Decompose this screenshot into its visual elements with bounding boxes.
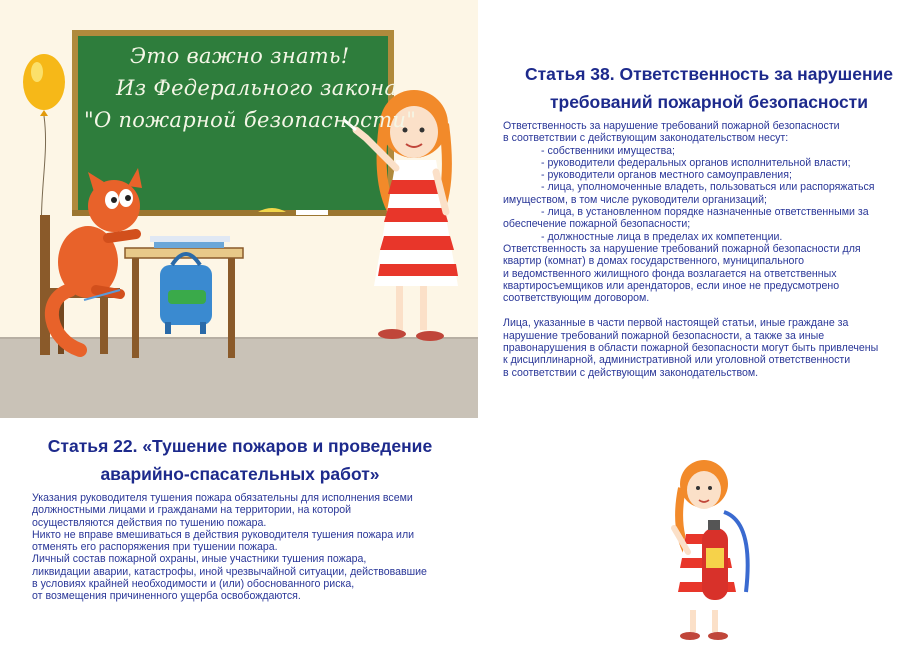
article38-para: Ответственность за нарушение требований пожарной безопасности <box>503 120 840 132</box>
article38-para: имуществом, в том числе руководители организаций; <box>503 193 767 206</box>
board-line-3: "О пожарной безопасности" <box>84 108 417 132</box>
article38-title <box>500 62 918 115</box>
article22-para: Никто не вправе вмешиваться в действия руководителя тушения пожара или <box>32 528 415 541</box>
classroom-illustration <box>0 0 478 418</box>
article38-para: и ведомственного жилищного фонда возлагается на ответственных <box>503 267 837 280</box>
article22-title-line2: аварийно-спасательных работ» <box>100 464 380 484</box>
article22-para: в условиях крайней необходимости и (или) обоснованного риска, <box>32 578 355 591</box>
article38-para: правонарушения в области пожарной безопасности могут быть привлечены <box>503 342 879 355</box>
article22-title-line1: Статья 22. «Тушение пожаров и проведение <box>47 436 433 456</box>
board-line-2: Из Федерального закона <box>116 76 398 100</box>
article22-para: от возмещения причиненного ущерба освобождаются. <box>32 590 301 603</box>
article38-para: нарушение требований пожарной безопасности, а также за иные <box>503 329 825 342</box>
article38-para: обеспечение пожарной безопасности; <box>503 218 691 231</box>
article38-para: в соответствии с действующим законодательством. <box>503 366 759 379</box>
article38-title-line1: Статья 38. Ответственность за нарушение <box>524 64 894 84</box>
article22-para: должностными лицами и гражданами на территории, на которой <box>32 504 352 517</box>
article22-para: Указания руководителя тушения пожара обязательны для исполнения всеми <box>32 492 413 504</box>
article38-para: в соответствии с действующим законодательством несут: <box>503 132 789 145</box>
backpack <box>160 254 212 334</box>
article22-para: осуществляются действия по тушению пожара. <box>32 516 267 529</box>
article38-para: Лица, указанные в части первой настоящей статьи, иные граждане за <box>503 317 849 330</box>
article38-list-item: - лица, уполномоченные владеть, пользоваться или распоряжаться <box>541 181 875 194</box>
article38-body <box>503 120 878 379</box>
article22-para: отменять его распоряжения при тушении пожара. <box>32 541 278 554</box>
article38-list-item: - руководители федеральных органов исполнительной власти; <box>541 156 851 169</box>
article22-body <box>32 492 427 603</box>
article38-para: соответствующим договором. <box>503 292 650 305</box>
article38-para: к дисциплинарной, административной или уголовной ответственности <box>503 354 851 367</box>
article22-title <box>16 434 464 487</box>
article38-title-line2: требований пожарной безопасности <box>549 92 869 112</box>
article22-para: ликвидации аварии, катастрофы, иной чрезвычайной ситуации, действовавшие <box>32 565 427 578</box>
girl-with-extinguisher <box>660 458 756 649</box>
article38-list-item: - руководители органов местного самоуправления; <box>541 169 792 182</box>
article38-para: квартиросъемщиков или арендаторов, если иное не предусмотрено <box>503 279 840 292</box>
article38-list-item: - лица, в установленном порядке назначенные ответственными за <box>541 206 869 219</box>
girl-with-extinguisher-illustration <box>660 458 756 644</box>
article38-para: квартир (комнат) в домах государственного, муниципального <box>503 255 804 268</box>
article38-list-item: - собственники имущества; <box>541 144 675 157</box>
article22-para: Личный состав пожарной охраны, иные участники тушения пожара, <box>32 553 367 566</box>
article38-para: Ответственность за нарушение требований пожарной безопасности для <box>503 242 861 255</box>
article38-list-item: - должностные лица в пределах их компетенции. <box>541 230 783 243</box>
board-line-1: Это важно знать! <box>130 44 350 68</box>
